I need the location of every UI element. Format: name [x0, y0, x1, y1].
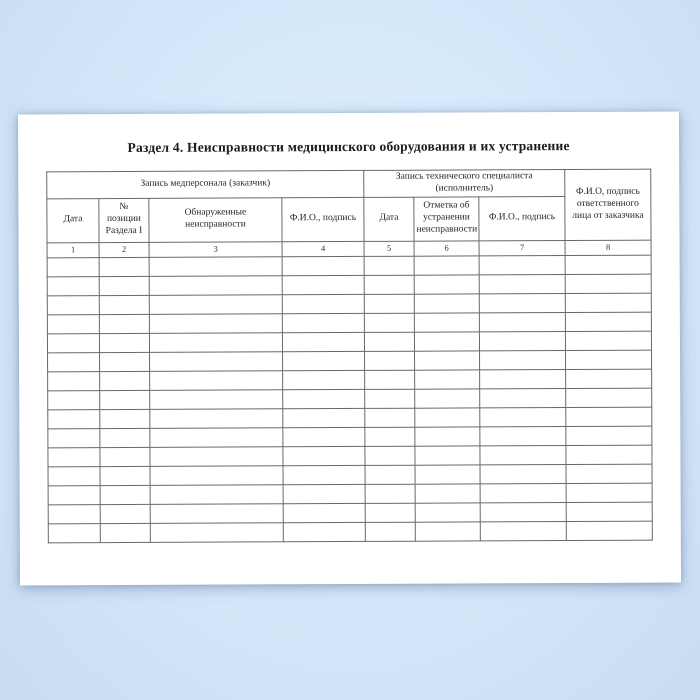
empty-cell [48, 504, 100, 523]
empty-cell [99, 295, 149, 314]
empty-cell [566, 521, 652, 540]
empty-cell [149, 333, 282, 353]
column-header-detected-malfunctions: Обнаруженные неисправности [149, 198, 282, 243]
group-header-row [47, 169, 651, 198]
table-row [48, 426, 652, 448]
empty-cell [365, 427, 415, 446]
table-row [48, 502, 652, 524]
empty-cell [480, 464, 566, 483]
empty-cell [282, 313, 364, 332]
empty-cell [100, 409, 150, 428]
empty-cell [414, 294, 479, 313]
document-page [18, 112, 681, 586]
malfunctions-table [46, 169, 653, 543]
empty-cell [100, 390, 150, 409]
empty-cell [566, 464, 652, 483]
empty-cell [282, 256, 364, 275]
empty-cell [414, 256, 479, 275]
table-row [48, 350, 652, 372]
empty-cell [150, 466, 283, 486]
empty-cell [479, 274, 565, 293]
table-row [47, 255, 651, 277]
empty-cell [283, 389, 365, 408]
empty-cell [150, 409, 283, 429]
empty-cell [480, 388, 566, 407]
empty-cell [100, 352, 150, 371]
empty-cell [149, 276, 282, 296]
empty-cell [283, 503, 365, 522]
column-header-elimination-mark: Отметка об устранении неисправности [414, 197, 479, 241]
empty-cell [364, 332, 414, 351]
column-header-responsible-person: Ф.И.О, подпись ответственного лица от заказчика [565, 169, 651, 240]
empty-cell [99, 257, 149, 276]
empty-cell [480, 521, 566, 540]
empty-cell [47, 257, 99, 276]
empty-cell [48, 352, 100, 371]
empty-cell [565, 312, 651, 331]
empty-cell [100, 428, 150, 447]
empty-cell [414, 332, 479, 351]
empty-cell [47, 295, 99, 314]
table-row [47, 312, 651, 334]
empty-cell [365, 370, 415, 389]
column-header-name-signature-specialist: Ф.И.О., подпись [479, 196, 565, 240]
empty-cell [149, 314, 282, 334]
empty-cell [365, 465, 415, 484]
empty-cell [415, 389, 480, 408]
empty-cell [566, 483, 652, 502]
empty-cell [283, 484, 365, 503]
empty-cell [565, 331, 651, 350]
page-title: Раздел 4. Неисправности медицинского оборудования и их устранение [127, 138, 570, 155]
empty-cell [48, 390, 100, 409]
empty-cell [480, 350, 566, 369]
column-number: 2 [99, 242, 149, 257]
column-number: 4 [282, 241, 364, 256]
table-header [47, 169, 651, 257]
table-row [48, 464, 652, 486]
empty-cell [480, 483, 566, 502]
empty-cell [150, 352, 283, 372]
empty-cell [415, 351, 480, 370]
empty-cell [283, 427, 365, 446]
empty-cell [365, 522, 415, 541]
empty-cell [365, 408, 415, 427]
empty-cell [47, 314, 99, 333]
table-row [48, 369, 652, 391]
empty-cell [364, 313, 414, 332]
empty-cell [100, 523, 150, 542]
empty-cell [415, 484, 480, 503]
empty-cell [566, 369, 652, 388]
empty-cell [283, 446, 365, 465]
empty-cell [364, 256, 414, 275]
empty-cell [150, 485, 283, 505]
table-row [47, 331, 651, 353]
empty-cell [364, 294, 414, 313]
empty-cell [365, 389, 415, 408]
empty-cell [150, 390, 283, 410]
empty-cell [48, 523, 100, 542]
column-number: 5 [364, 241, 414, 256]
empty-cell [282, 294, 364, 313]
empty-cell [48, 447, 100, 466]
empty-cell [480, 502, 566, 521]
group-header-technical-specialist: Запись технического специалиста (исполнитель) [364, 170, 565, 198]
empty-cell [48, 466, 100, 485]
table-row [48, 407, 652, 429]
empty-cell [150, 523, 283, 543]
empty-cell [365, 446, 415, 465]
empty-cell [566, 502, 652, 521]
empty-cell [100, 485, 150, 504]
empty-cell [149, 295, 282, 315]
empty-cell [283, 522, 365, 541]
table-row [47, 293, 651, 315]
empty-cell [150, 428, 283, 448]
empty-cell [479, 312, 565, 331]
empty-cell [282, 275, 364, 294]
empty-cell [415, 370, 480, 389]
empty-cell [415, 465, 480, 484]
empty-cell [150, 371, 283, 391]
empty-cell [365, 484, 415, 503]
empty-cell [282, 332, 364, 351]
table-row [47, 274, 651, 296]
empty-cell [47, 333, 99, 352]
empty-cell [565, 293, 651, 312]
empty-cell [47, 276, 99, 295]
empty-cell [48, 409, 100, 428]
empty-cell [480, 407, 566, 426]
empty-cell [365, 351, 415, 370]
empty-cell [480, 445, 566, 464]
empty-cell [48, 485, 100, 504]
table-row [48, 483, 652, 505]
empty-cell [99, 314, 149, 333]
empty-cell [48, 428, 100, 447]
column-header-date-specialist: Дата [364, 197, 414, 241]
empty-cell [565, 255, 651, 274]
column-number: 3 [149, 242, 282, 258]
empty-cell [480, 426, 566, 445]
empty-cell [283, 408, 365, 427]
table-row [48, 521, 652, 543]
table-row [48, 388, 652, 410]
empty-cell [100, 371, 150, 390]
table-body [47, 255, 652, 543]
empty-cell [283, 351, 365, 370]
empty-cell [479, 255, 565, 274]
column-number: 8 [565, 240, 651, 255]
empty-cell [48, 371, 100, 390]
empty-cell [415, 522, 480, 541]
empty-cell [566, 350, 652, 369]
empty-cell [283, 465, 365, 484]
empty-cell [566, 445, 652, 464]
empty-cell [414, 275, 479, 294]
empty-cell [415, 427, 480, 446]
empty-cell [479, 331, 565, 350]
empty-cell [149, 257, 282, 277]
column-number: 1 [47, 242, 99, 257]
group-header-medical-staff: Запись медперсонала (заказчик) [47, 170, 364, 198]
column-header-date-customer: Дата [47, 198, 99, 242]
table-row [48, 445, 652, 467]
empty-cell [364, 275, 414, 294]
empty-cell [99, 276, 149, 295]
empty-cell [415, 408, 480, 427]
empty-cell [566, 388, 652, 407]
empty-cell [565, 274, 651, 293]
empty-cell [283, 370, 365, 389]
column-number: 6 [414, 241, 479, 256]
column-header-name-signature-customer: Ф.И.О., подпись [282, 197, 364, 241]
empty-cell [365, 503, 415, 522]
empty-cell [566, 407, 652, 426]
empty-cell [480, 369, 566, 388]
empty-cell [150, 504, 283, 524]
empty-cell [100, 504, 150, 523]
column-header-position-number: № позиции Раздела I [99, 198, 149, 242]
empty-cell [100, 466, 150, 485]
empty-cell [414, 313, 479, 332]
empty-cell [479, 293, 565, 312]
empty-cell [566, 426, 652, 445]
empty-cell [415, 503, 480, 522]
empty-cell [415, 446, 480, 465]
empty-cell [99, 333, 149, 352]
empty-cell [150, 447, 283, 467]
column-number: 7 [479, 240, 565, 255]
empty-cell [100, 447, 150, 466]
column-header-row [47, 196, 651, 243]
